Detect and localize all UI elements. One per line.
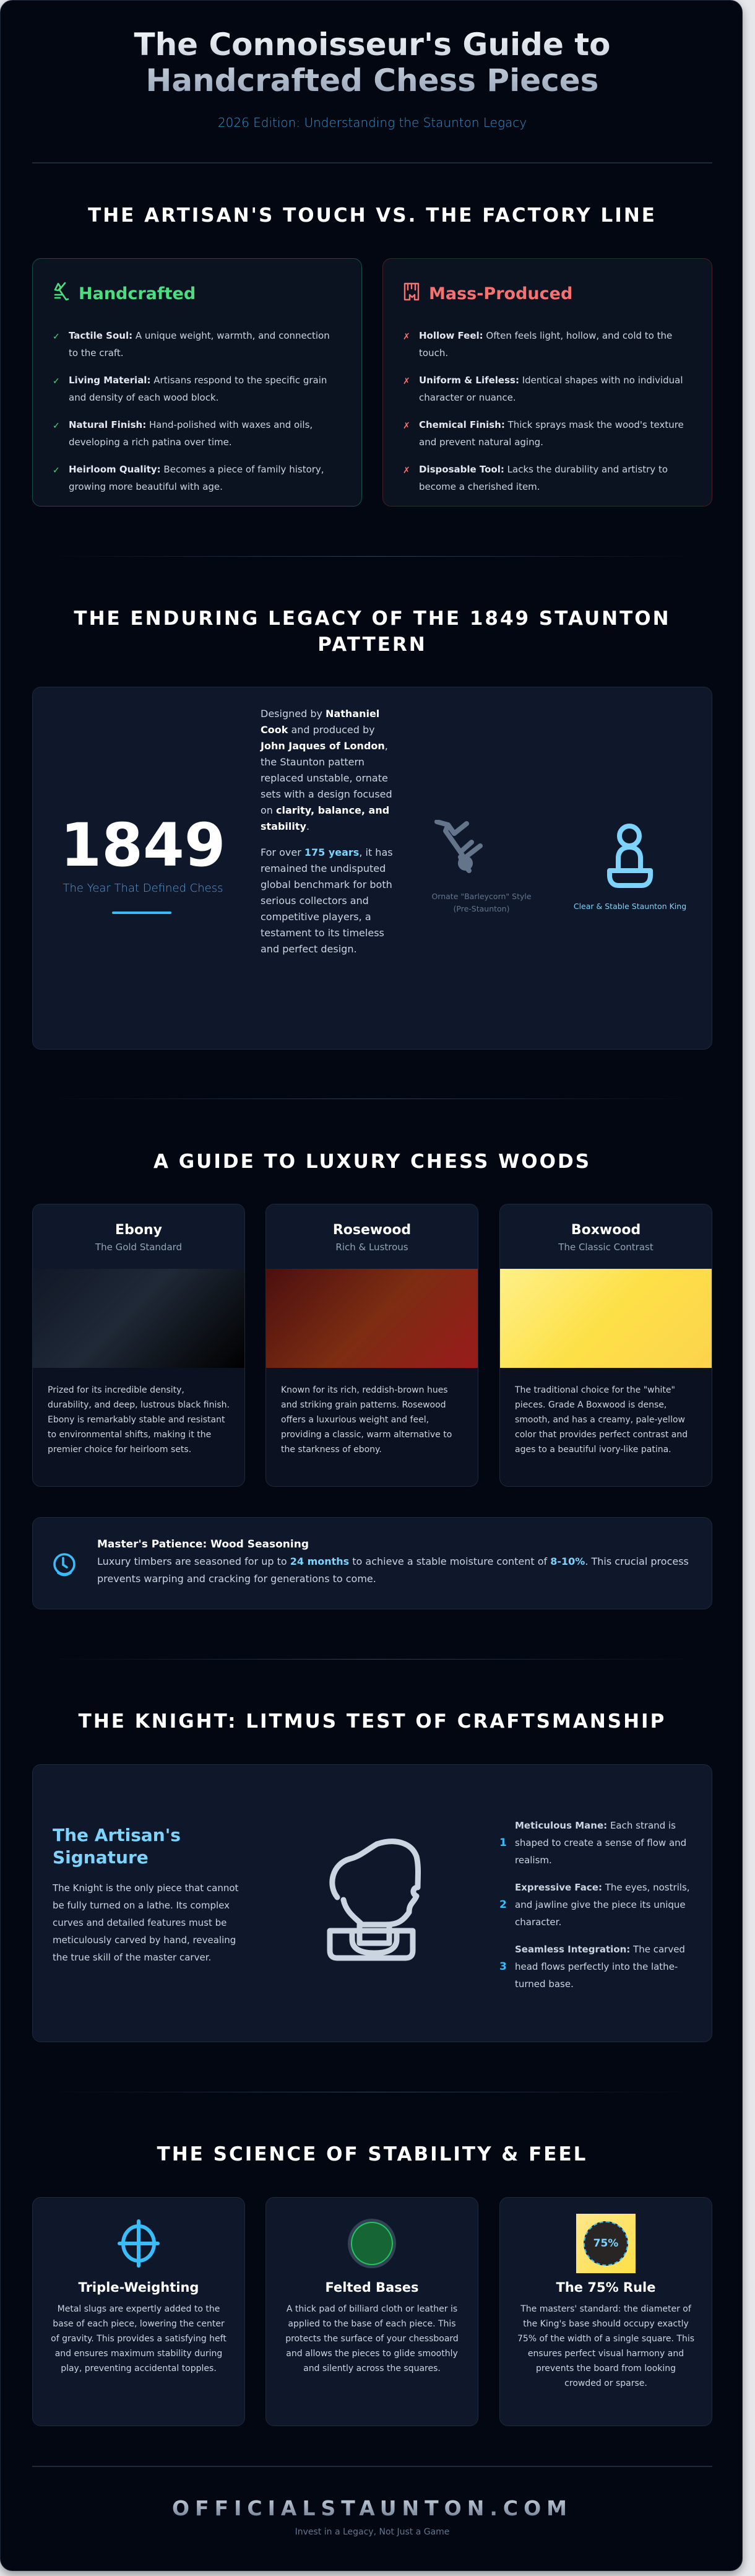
- wood-card-ebony: [32, 1204, 245, 1487]
- section-heading-stability: THE SCIENCE OF STABILITY & FEEL: [157, 2143, 588, 2165]
- stability-title: The 75% Rule: [556, 2280, 656, 2295]
- staunton-king-icon: [607, 824, 689, 892]
- section-heading-legacy: THE ENDURING LEGACY OF THE 1849 STAUNTON PATTERN: [74, 607, 671, 656]
- list-item: ✗ Uniform & Lifeless: Identical shapes with no individual character or nuance.: [403, 372, 692, 406]
- list-item: ✗ Chemical Finish: Thick sprays mask the wood's texture and prevent natural aging.: [403, 416, 692, 451]
- list-item: 2 Expressive Face: The eyes, nostrils, and jawline give the piece its unique character.: [499, 1882, 690, 1928]
- wood-name: Boxwood: [571, 1222, 641, 1238]
- legacy-description: Designed by Nathaniel Cook and produced by John Jaques of London, the Staunton pattern replaced unstable, ornate sets with a design focused on clarity, balance, and stability. For over 175 years, it has remained the undisputed global benchmark for both serious collectors and competitive players, a testament to its timeless and perfect design.: [261, 708, 393, 955]
- handcrafted-card: [32, 258, 362, 507]
- chisel-icon: [53, 281, 70, 307]
- check-icon: ✓: [53, 332, 60, 342]
- ratio-badge: 75%: [584, 2221, 628, 2266]
- cross-icon: ✗: [403, 332, 410, 342]
- wood-name: Rosewood: [332, 1222, 412, 1238]
- divider: [50, 1659, 694, 1660]
- page-subtitle: 2026 Edition: Understanding the Staunton Legacy: [217, 115, 527, 130]
- list-item: ✗ Disposable Tool: Lacks the durability and artistry to become a cherished item.: [403, 461, 692, 495]
- list-item: 1 Meticulous Mane: Each strand is shaped to create a sense of flow and realism.: [499, 1820, 687, 1866]
- felt-base-icon: [266, 2213, 478, 2274]
- stability-title: Felted Bases: [325, 2280, 419, 2295]
- wood-name: Ebony: [115, 1222, 162, 1238]
- footer-tagline: Invest in a Legacy, Not Just a Game: [295, 2527, 450, 2537]
- list-item: ✗ Hollow Feel: Often feels light, hollow, and cold to the touch.: [403, 327, 692, 362]
- knight-steps: [499, 1817, 697, 2003]
- list-item: ✓ Natural Finish: Hand-polished with waxes and oils, developing a rich patina over time.: [53, 416, 342, 451]
- barleycorn-piece-icon: [434, 820, 534, 878]
- section-heading-comparison: THE ARTISAN'S TOUCH VS. THE FACTORY LINE: [88, 204, 657, 227]
- legacy-year: 1849: [60, 811, 226, 880]
- figure-barleycorn: [429, 820, 534, 915]
- list-item: ✓ Living Material: Artisans respond to the specific grain and density of each wood block.: [53, 372, 342, 406]
- stability-title: Triple-Weighting: [78, 2280, 199, 2295]
- check-icon: ✓: [53, 421, 60, 431]
- divider: [50, 556, 694, 557]
- wood-card-rosewood: [265, 1204, 478, 1487]
- boxwood-swatch: [500, 1269, 712, 1368]
- stability-text: The masters' standard: the diameter of the King's base should occupy exactly 75% of the width of a single square. This ensures perfect visual harmony and prevents the board from looking crowded or sparse.: [517, 2304, 695, 2388]
- seasoning-callout: [32, 1517, 712, 1609]
- footer-logo[interactable]: OFFICIALSTAUNTON.COM: [32, 2496, 712, 2521]
- stability-card-75-rule: [499, 2197, 712, 2426]
- knight-title: The Artisan's Signature: [53, 1825, 181, 1868]
- title-line-2: Handcrafted Chess Pieces: [145, 63, 599, 98]
- figure-barleycorn-caption: Ornate "Barleycorn" Style (Pre-Staunton): [431, 892, 532, 913]
- wood-description: The traditional choice for the "white" pieces. Grade A Boxwood is dense, smooth, and has a creamy, pale-yellow color that provides perfect contrast and ages to a beautiful ivory-like patina.: [515, 1385, 688, 1455]
- cross-icon: ✗: [403, 466, 410, 476]
- cross-icon: ✗: [403, 376, 410, 386]
- square-ratio-icon: [500, 2213, 712, 2274]
- divider: [32, 162, 712, 163]
- page-title: [32, 27, 712, 98]
- mass-produced-card: [382, 258, 712, 507]
- wood-tagline: The Gold Standard: [95, 1242, 183, 1253]
- list-item: 3 Seamless Integration: The carved head flows perfectly into the lathe-turned base.: [499, 1944, 685, 1990]
- handcrafted-list: [53, 327, 342, 495]
- mass-produced-title: Mass-Produced: [429, 284, 573, 303]
- factory-icon: [403, 281, 420, 307]
- crosshair-icon: [33, 2213, 244, 2274]
- knight-card: [32, 1764, 712, 2042]
- list-item: ✓ Heirloom Quality: Becomes a piece of family history, growing more beautiful with age.: [53, 461, 342, 495]
- rosewood-swatch: [266, 1269, 478, 1368]
- stability-text: Metal slugs are expertly added to the base of each piece, lowering the center of gravity. This provides a satisfying heft and ensures maximum stability during play, preventing accidental topples.: [51, 2304, 226, 2374]
- stability-card-weighting: [32, 2197, 245, 2426]
- clock-icon: [53, 1552, 76, 1580]
- wood-tagline: The Classic Contrast: [558, 1242, 654, 1253]
- accent-bar: [112, 912, 171, 914]
- list-item: ✓ Tactile Soul: A unique weight, warmth, and connection to the craft.: [53, 327, 342, 362]
- wood-tagline: Rich & Lustrous: [335, 1242, 408, 1253]
- legacy-year-caption: The Year That Defined Chess: [63, 882, 223, 895]
- ebony-swatch: [33, 1269, 244, 1368]
- mass-produced-list: [403, 327, 692, 495]
- cross-icon: ✗: [403, 421, 410, 431]
- seasoning-title: Master's Patience: Wood Seasoning: [97, 1538, 309, 1551]
- title-line-1: The Connoisseur's Guide to: [134, 27, 611, 63]
- knight-description: The Knight is the only piece that cannot be fully turned on a lathe. Its complex curves and detailed features must be meticulously carved by hand, revealing the true skill of the master carver.: [53, 1882, 239, 1963]
- seasoning-text: Luxury timbers are seasoned for up to 24 months to achieve a stable moisture content of 8-10%. This crucial process prevents warping and cracking for generations to come.: [97, 1556, 689, 1585]
- footer-divider: [32, 2466, 712, 2467]
- check-icon: ✓: [53, 466, 60, 476]
- wood-description: Prized for its incredible density, durability, and deep, lustrous black finish. Ebony is remarkably stable and resistant to environmental shifts, making it the premier choice for heirloom sets.: [48, 1385, 230, 1455]
- stability-card-felt: [265, 2197, 478, 2426]
- wood-description: Known for its rich, reddish-brown hues and striking grain patterns. Rosewood offers a luxurious weight and feel, providing a classic, warm alternative to the starkness of ebony.: [281, 1385, 452, 1455]
- stability-text: A thick pad of billiard cloth or leather is applied to the base of each piece. This protects the surface of your chessboard and allows the pieces to glide smoothly and silently across the squares.: [285, 2304, 459, 2374]
- knight-piece-icon: [303, 1838, 430, 1964]
- figure-staunton-caption: Clear & Stable Staunton King: [573, 902, 687, 911]
- check-icon: ✓: [53, 376, 60, 386]
- section-heading-knight: THE KNIGHT: LITMUS TEST OF CRAFTSMANSHIP: [78, 1710, 667, 1733]
- handcrafted-title: Handcrafted: [79, 284, 196, 303]
- section-heading-woods: A GUIDE TO LUXURY CHESS WOODS: [153, 1151, 592, 1173]
- legacy-card: [32, 687, 712, 1050]
- wood-card-boxwood: [499, 1204, 712, 1487]
- figure-staunton-king: [571, 824, 689, 913]
